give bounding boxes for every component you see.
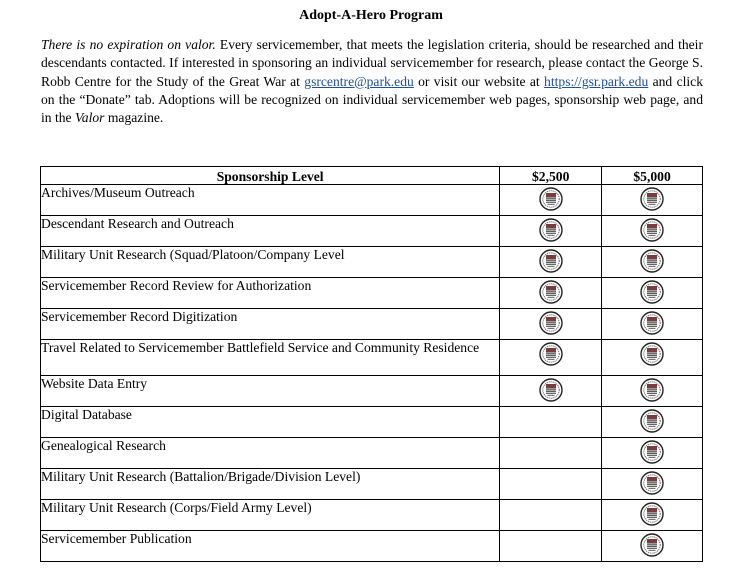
sponsorship-item-label: Military Unit Research (Corps/Field Army Level) [41,500,500,531]
tier-2500-cell [500,438,602,469]
tier-2500-cell [500,247,602,278]
tier-2500-cell [500,340,602,376]
table-header-row [41,167,703,185]
sponsorship-item-label: Servicemember Record Review for Authorization [41,278,500,309]
tier-5000-cell [602,500,703,531]
hero-seal-icon [640,249,664,277]
tier-5000-cell [602,340,703,376]
tier-2500-cell [500,216,602,247]
sponsorship-item-label: Military Unit Research (Squad/Platoon/Company Level [41,247,500,278]
tier-2500-cell [500,309,602,340]
email-link[interactable]: gsrcentre@park.edu [304,73,414,89]
header-tier-5000: $5,000 [602,167,703,185]
header-tier-2500: $2,500 [500,167,602,185]
hero-seal-icon [640,533,664,561]
intro-text-4: magazine. [104,110,164,126]
table-row [41,278,703,309]
hero-seal-icon [539,187,563,215]
hero-seal-icon [539,280,563,308]
hero-seal-icon [539,311,563,339]
table-row [41,216,703,247]
hero-seal-icon [539,249,563,277]
tier-5000-cell [602,216,703,247]
table-row [41,309,703,340]
hero-seal-icon [539,342,563,370]
intro-italic: There is no expiration on valor. [41,37,216,52]
tier-2500-cell [500,531,602,562]
intro-paragraph [41,36,703,127]
hero-seal-icon [640,218,664,246]
tier-5000-cell [602,407,703,438]
header-sponsorship-level: Sponsorship Level [41,167,500,185]
table-row [41,376,703,407]
table-row [41,469,703,500]
sponsorship-item-label: Genealogical Research [41,438,500,469]
table-row [41,531,703,562]
sponsorship-item-label: Digital Database [41,407,500,438]
website-link[interactable]: https://gsr.park.edu [544,73,649,89]
tier-2500-cell [500,278,602,309]
sponsorship-item-label: Travel Related to Servicemember Battlefield Service and Community Residence [41,340,500,376]
tier-5000-cell [602,438,703,469]
tier-2500-cell [500,407,602,438]
tier-5000-cell [602,278,703,309]
hero-seal-icon [640,280,664,308]
hero-seal-icon [640,440,664,468]
hero-seal-icon [539,378,563,406]
tier-2500-cell [500,469,602,500]
hero-seal-icon [640,378,664,406]
intro-text-2: or visit our website at [413,73,545,89]
tier-2500-cell [500,376,602,407]
tier-2500-cell [500,500,602,531]
sponsorship-item-label: Website Data Entry [41,376,500,407]
sponsorship-item-label: Military Unit Research (Battalion/Brigade/Division Level) [41,469,500,500]
sponsorship-item-label: Descendant Research and Outreach [41,216,500,247]
table-row [41,247,703,278]
hero-seal-icon [640,187,664,215]
sponsorship-table [40,166,703,562]
tier-2500-cell [500,185,602,216]
tier-5000-cell [602,185,703,216]
table-row [41,340,703,376]
hero-seal-icon [640,502,664,530]
hero-seal-icon [640,342,664,370]
tier-5000-cell [602,309,703,340]
sponsorship-item-label: Servicemember Publication [41,531,500,562]
table-row [41,438,703,469]
tier-5000-cell [602,531,703,562]
sponsorship-item-label: Servicemember Record Digitization [41,309,500,340]
intro-text-3: and click on the “Donate” tab. Adoptions will be recognized on individual servicemember web pages, sponsorship web page, and in the [41,73,703,126]
page-title: Adopt-A-Hero Program [299,8,443,23]
intro-text-1: Every servicemember, that meets the legislation criteria, should be researched and their descendants contacted. If interested in sponsoring an individual servicemember for research, please contact the George S. Robb Centre for the Study of the Great War at [41,37,703,89]
tier-5000-cell [602,247,703,278]
hero-seal-icon [640,409,664,437]
tier-5000-cell [602,376,703,407]
hero-seal-icon [539,218,563,246]
table-row [41,407,703,438]
table-row [41,185,703,216]
table-row [41,500,703,531]
sponsorship-item-label: Archives/Museum Outreach [41,185,500,216]
magazine-name: Valor [74,110,105,126]
hero-seal-icon [640,311,664,339]
tier-5000-cell [602,469,703,500]
hero-seal-icon [640,471,664,499]
